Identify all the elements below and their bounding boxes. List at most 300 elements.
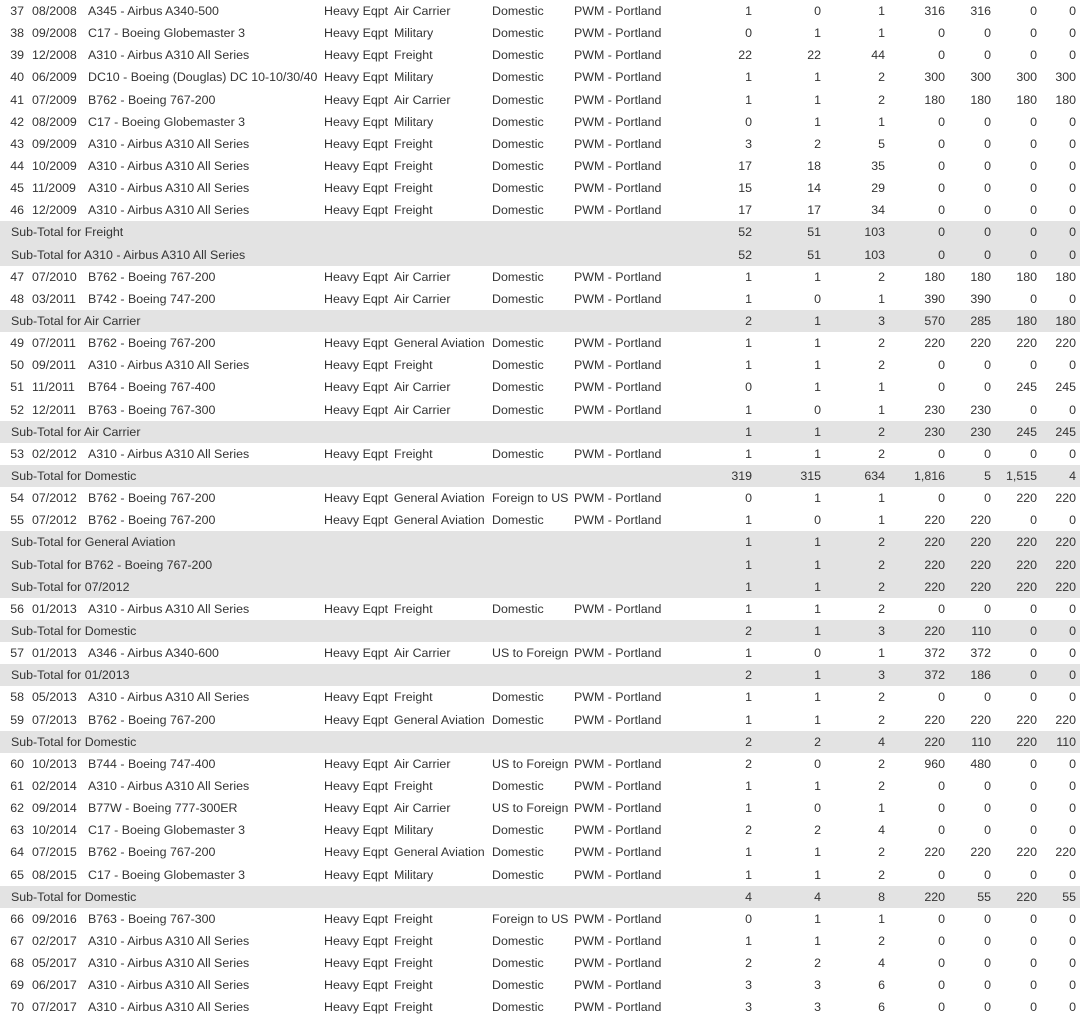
- user-class-cell: Freight: [394, 933, 433, 948]
- aircraft-model-cell: A345 - Airbus A340-500: [88, 4, 219, 19]
- value-cell: 0: [938, 380, 945, 395]
- table-row: [0, 509, 1080, 531]
- value-cell: 0: [984, 801, 991, 816]
- subtotal-value-cell: 245: [995, 421, 1041, 443]
- row-number-cell: 51: [10, 380, 24, 395]
- aircraft-model-cell: B762 - Boeing 767-200: [88, 336, 216, 351]
- equipment-cell: Heavy Eqpt: [324, 801, 389, 816]
- subtotal-value-cell: 634: [825, 465, 889, 487]
- row-number-cell: 38: [10, 26, 24, 41]
- table-row: [0, 952, 1080, 974]
- value-cell: 0: [1030, 1000, 1037, 1015]
- row-number-cell: 52: [10, 402, 24, 417]
- equipment-cell: Heavy Eqpt: [324, 291, 389, 306]
- value-cell: 0: [984, 867, 991, 882]
- subtotal-label: Sub-Total for Domestic: [0, 731, 664, 753]
- aircraft-model-cell: A310 - Airbus A310 All Series: [88, 601, 250, 616]
- spacer-cell: [664, 642, 704, 664]
- subtotal-value-cell: 1: [756, 576, 825, 598]
- value-cell: 2: [878, 446, 885, 461]
- equipment-cell: Heavy Eqpt: [324, 491, 389, 506]
- value-cell: 0: [814, 801, 821, 816]
- row-number-cell: 53: [10, 446, 24, 461]
- subtotal-row: [0, 620, 1080, 642]
- value-cell: 1: [814, 26, 821, 41]
- value-cell: 0: [1030, 646, 1037, 661]
- subtotal-value-cell: 0: [995, 221, 1041, 243]
- subtotal-row: [0, 531, 1080, 553]
- value-cell: 22: [807, 48, 821, 63]
- value-cell: 0: [1030, 756, 1037, 771]
- value-cell: 1: [745, 336, 752, 351]
- subtotal-value-cell: 0: [949, 244, 995, 266]
- value-cell: 0: [814, 646, 821, 661]
- spacer-cell: [664, 775, 704, 797]
- value-cell: 1: [745, 513, 752, 528]
- subtotal-value-cell: 0: [1041, 244, 1080, 266]
- airport-cell: PWM - Portland: [574, 845, 662, 860]
- user-class-cell: Freight: [394, 978, 433, 993]
- date-cell: 11/2011: [32, 380, 75, 395]
- value-cell: 220: [1016, 845, 1037, 860]
- table-row: [0, 686, 1080, 708]
- aircraft-model-cell: A346 - Airbus A340-600: [88, 646, 219, 661]
- subtotal-value-cell: 220: [995, 886, 1041, 908]
- value-cell: 2: [814, 956, 821, 971]
- value-cell: 0: [1069, 933, 1076, 948]
- spacer-cell: [664, 709, 704, 731]
- row-number-cell: 64: [10, 845, 24, 860]
- table-row: [0, 399, 1080, 421]
- subtotal-value-cell: 220: [889, 576, 949, 598]
- value-cell: 1: [814, 712, 821, 727]
- value-cell: 0: [1030, 48, 1037, 63]
- subtotal-value-cell: 570: [889, 310, 949, 332]
- flight-type-cell: Domestic: [492, 513, 544, 528]
- value-cell: 1: [745, 269, 752, 284]
- row-number-cell: 54: [10, 491, 24, 506]
- value-cell: 14: [807, 181, 821, 196]
- row-number-cell: 60: [10, 756, 24, 771]
- date-cell: 07/2012: [32, 513, 77, 528]
- value-cell: 1: [745, 92, 752, 107]
- user-class-cell: Air Carrier: [394, 291, 451, 306]
- row-number-cell: 69: [10, 978, 24, 993]
- aircraft-model-cell: C17 - Boeing Globemaster 3: [88, 26, 246, 41]
- spacer-cell: [664, 554, 704, 576]
- value-cell: 1: [745, 801, 752, 816]
- subtotal-label: Sub-Total for Air Carrier: [0, 421, 664, 443]
- row-number-cell: 56: [10, 601, 24, 616]
- spacer-cell: [664, 509, 704, 531]
- user-class-cell: Freight: [394, 203, 433, 218]
- value-cell: 0: [1069, 291, 1076, 306]
- spacer-cell: [664, 22, 704, 44]
- flight-type-cell: Domestic: [492, 933, 544, 948]
- subtotal-value-cell: 1: [756, 531, 825, 553]
- value-cell: 180: [1055, 92, 1076, 107]
- value-cell: 2: [878, 269, 885, 284]
- flight-type-cell: Foreign to US: [492, 491, 569, 506]
- subtotal-value-cell: 4: [1041, 465, 1080, 487]
- subtotal-value-cell: 2: [825, 531, 889, 553]
- value-cell: 0: [1030, 867, 1037, 882]
- flight-type-cell: Domestic: [492, 978, 544, 993]
- flight-type-cell: US to Foreign: [492, 756, 569, 771]
- subtotal-value-cell: 3: [825, 620, 889, 642]
- date-cell: 12/2009: [32, 203, 77, 218]
- value-cell: 1: [745, 778, 752, 793]
- user-class-cell: Freight: [394, 181, 433, 196]
- equipment-cell: Heavy Eqpt: [324, 1000, 389, 1015]
- equipment-cell: Heavy Eqpt: [324, 26, 389, 41]
- value-cell: 0: [1030, 114, 1037, 129]
- subtotal-value-cell: 1: [704, 576, 756, 598]
- user-class-cell: Air Carrier: [394, 269, 451, 284]
- date-cell: 09/2009: [32, 136, 77, 151]
- table-row: [0, 487, 1080, 509]
- value-cell: 1: [814, 911, 821, 926]
- subtotal-value-cell: 220: [889, 554, 949, 576]
- flight-type-cell: Domestic: [492, 269, 544, 284]
- value-cell: 220: [1055, 845, 1076, 860]
- date-cell: 03/2011: [32, 291, 76, 306]
- aircraft-model-cell: A310 - Airbus A310 All Series: [88, 358, 250, 373]
- value-cell: 0: [745, 911, 752, 926]
- flight-type-cell: Domestic: [492, 601, 544, 616]
- date-cell: 09/2011: [32, 358, 76, 373]
- date-cell: 02/2017: [32, 933, 77, 948]
- subtotal-value-cell: 110: [949, 731, 995, 753]
- spacer-cell: [664, 221, 704, 243]
- equipment-cell: Heavy Eqpt: [324, 136, 389, 151]
- date-cell: 06/2009: [32, 70, 77, 85]
- airport-cell: PWM - Portland: [574, 181, 662, 196]
- date-cell: 05/2017: [32, 956, 77, 971]
- value-cell: 1: [745, 446, 752, 461]
- subtotal-value-cell: 220: [1041, 554, 1080, 576]
- aircraft-model-cell: A310 - Airbus A310 All Series: [88, 181, 250, 196]
- user-class-cell: Air Carrier: [394, 4, 451, 19]
- value-cell: 0: [1069, 48, 1076, 63]
- subtotal-value-cell: 220: [995, 576, 1041, 598]
- user-class-cell: Air Carrier: [394, 380, 451, 395]
- equipment-cell: Heavy Eqpt: [324, 601, 389, 616]
- aircraft-model-cell: B762 - Boeing 767-200: [88, 513, 216, 528]
- aircraft-model-cell: A310 - Airbus A310 All Series: [88, 446, 250, 461]
- value-cell: 0: [984, 911, 991, 926]
- value-cell: 1: [745, 690, 752, 705]
- value-cell: 2: [814, 136, 821, 151]
- subtotal-value-cell: 1: [756, 664, 825, 686]
- value-cell: 220: [1016, 491, 1037, 506]
- value-cell: 0: [1030, 513, 1037, 528]
- table-row: [0, 598, 1080, 620]
- row-number-cell: 44: [10, 159, 24, 174]
- spacer-cell: [664, 354, 704, 376]
- value-cell: 1: [745, 291, 752, 306]
- value-cell: 0: [1030, 26, 1037, 41]
- value-cell: 180: [970, 269, 991, 284]
- value-cell: 0: [938, 136, 945, 151]
- value-cell: 0: [984, 933, 991, 948]
- value-cell: 0: [1030, 4, 1037, 19]
- subtotal-label: Sub-Total for 07/2012: [0, 576, 664, 598]
- equipment-cell: Heavy Eqpt: [324, 956, 389, 971]
- equipment-cell: Heavy Eqpt: [324, 114, 389, 129]
- value-cell: 0: [1069, 801, 1076, 816]
- subtotal-value-cell: 220: [889, 886, 949, 908]
- spacer-cell: [664, 133, 704, 155]
- row-number-cell: 63: [10, 823, 24, 838]
- flight-type-cell: Domestic: [492, 70, 544, 85]
- value-cell: 1: [745, 601, 752, 616]
- value-cell: 17: [807, 203, 821, 218]
- table-row: [0, 44, 1080, 66]
- spacer-cell: [664, 177, 704, 199]
- value-cell: 0: [938, 446, 945, 461]
- aircraft-model-cell: B763 - Boeing 767-300: [88, 402, 216, 417]
- equipment-cell: Heavy Eqpt: [324, 712, 389, 727]
- subtotal-value-cell: 1: [704, 554, 756, 576]
- user-class-cell: Freight: [394, 601, 433, 616]
- value-cell: 3: [814, 978, 821, 993]
- value-cell: 0: [1069, 114, 1076, 129]
- table-row: [0, 974, 1080, 996]
- subtotal-value-cell: 0: [949, 221, 995, 243]
- date-cell: 09/2016: [32, 911, 77, 926]
- value-cell: 0: [938, 978, 945, 993]
- date-cell: 12/2011: [32, 402, 76, 417]
- subtotal-row: [0, 310, 1080, 332]
- aircraft-model-cell: C17 - Boeing Globemaster 3: [88, 867, 246, 882]
- flight-type-cell: Domestic: [492, 159, 544, 174]
- table-row: [0, 863, 1080, 885]
- value-cell: 0: [1069, 823, 1076, 838]
- value-cell: 1: [745, 933, 752, 948]
- flight-type-cell: Domestic: [492, 402, 544, 417]
- flight-type-cell: Domestic: [492, 92, 544, 107]
- spacer-cell: [664, 598, 704, 620]
- date-cell: 01/2013: [32, 601, 77, 616]
- value-cell: 0: [984, 380, 991, 395]
- spacer-cell: [664, 952, 704, 974]
- spacer-cell: [664, 797, 704, 819]
- spacer-cell: [664, 111, 704, 133]
- flight-type-cell: Domestic: [492, 114, 544, 129]
- table-row: [0, 89, 1080, 111]
- value-cell: 1: [745, 646, 752, 661]
- value-cell: 300: [970, 70, 991, 85]
- subtotal-value-cell: 220: [949, 531, 995, 553]
- value-cell: 0: [938, 159, 945, 174]
- airport-cell: PWM - Portland: [574, 690, 662, 705]
- value-cell: 230: [924, 402, 945, 417]
- value-cell: 0: [1030, 291, 1037, 306]
- subtotal-value-cell: 51: [756, 244, 825, 266]
- user-class-cell: General Aviation: [394, 513, 485, 528]
- flight-type-cell: Domestic: [492, 358, 544, 373]
- flight-type-cell: Domestic: [492, 446, 544, 461]
- user-class-cell: Military: [394, 823, 434, 838]
- value-cell: 0: [938, 778, 945, 793]
- value-cell: 44: [871, 48, 885, 63]
- user-class-cell: Air Carrier: [394, 92, 451, 107]
- flight-type-cell: Domestic: [492, 867, 544, 882]
- date-cell: 01/2013: [32, 646, 77, 661]
- date-cell: 07/2013: [32, 712, 77, 727]
- user-class-cell: Freight: [394, 48, 433, 63]
- value-cell: 390: [970, 291, 991, 306]
- date-cell: 11/2009: [32, 181, 76, 196]
- value-cell: 0: [1030, 601, 1037, 616]
- table-row: [0, 996, 1080, 1018]
- value-cell: 1: [814, 845, 821, 860]
- value-cell: 2: [878, 690, 885, 705]
- subtotal-value-cell: 8: [825, 886, 889, 908]
- spacer-cell: [664, 576, 704, 598]
- aircraft-model-cell: B762 - Boeing 767-200: [88, 845, 216, 860]
- subtotal-value-cell: 0: [889, 244, 949, 266]
- subtotal-value-cell: 0: [1041, 221, 1080, 243]
- aircraft-model-cell: B744 - Boeing 747-400: [88, 756, 216, 771]
- table-row: [0, 22, 1080, 44]
- user-class-cell: Freight: [394, 358, 433, 373]
- value-cell: 372: [970, 646, 991, 661]
- row-number-cell: 39: [10, 48, 24, 63]
- row-number-cell: 47: [10, 269, 24, 284]
- subtotal-value-cell: 2: [825, 554, 889, 576]
- subtotal-value-cell: 52: [704, 221, 756, 243]
- value-cell: 480: [970, 756, 991, 771]
- subtotal-value-cell: 186: [949, 664, 995, 686]
- spacer-cell: [664, 487, 704, 509]
- spacer-cell: [664, 443, 704, 465]
- table-row: [0, 266, 1080, 288]
- subtotal-value-cell: 1,816: [889, 465, 949, 487]
- value-cell: 15: [738, 181, 752, 196]
- equipment-cell: Heavy Eqpt: [324, 159, 389, 174]
- value-cell: 2: [745, 756, 752, 771]
- value-cell: 0: [745, 26, 752, 41]
- value-cell: 390: [924, 291, 945, 306]
- spacer-cell: [664, 664, 704, 686]
- flight-type-cell: Domestic: [492, 136, 544, 151]
- flight-type-cell: Domestic: [492, 380, 544, 395]
- value-cell: 0: [938, 911, 945, 926]
- aircraft-model-cell: A310 - Airbus A310 All Series: [88, 203, 250, 218]
- airport-cell: PWM - Portland: [574, 491, 662, 506]
- user-class-cell: Military: [394, 867, 434, 882]
- subtotal-value-cell: 220: [995, 531, 1041, 553]
- airport-cell: PWM - Portland: [574, 159, 662, 174]
- value-cell: 0: [1069, 756, 1076, 771]
- value-cell: 0: [984, 26, 991, 41]
- aircraft-model-cell: A310 - Airbus A310 All Series: [88, 978, 250, 993]
- equipment-cell: Heavy Eqpt: [324, 933, 389, 948]
- value-cell: 0: [1030, 203, 1037, 218]
- subtotal-value-cell: 4: [756, 886, 825, 908]
- subtotal-value-cell: 230: [889, 421, 949, 443]
- spacer-cell: [664, 686, 704, 708]
- subtotal-row: [0, 554, 1080, 576]
- equipment-cell: Heavy Eqpt: [324, 756, 389, 771]
- value-cell: 0: [984, 978, 991, 993]
- table-row: [0, 930, 1080, 952]
- row-number-cell: 41: [10, 92, 24, 107]
- subtotal-value-cell: 110: [949, 620, 995, 642]
- date-cell: 05/2013: [32, 690, 77, 705]
- subtotal-value-cell: 2: [756, 731, 825, 753]
- subtotal-label: Sub-Total for Freight: [0, 221, 664, 243]
- spacer-cell: [664, 465, 704, 487]
- date-cell: 07/2015: [32, 845, 77, 860]
- table-row: [0, 133, 1080, 155]
- subtotal-value-cell: 55: [949, 886, 995, 908]
- value-cell: 245: [1055, 380, 1076, 395]
- equipment-cell: Heavy Eqpt: [324, 823, 389, 838]
- value-cell: 2: [878, 867, 885, 882]
- table-row: [0, 332, 1080, 354]
- equipment-cell: Heavy Eqpt: [324, 70, 389, 85]
- subtotal-value-cell: 319: [704, 465, 756, 487]
- date-cell: 08/2008: [32, 4, 77, 19]
- value-cell: 0: [1030, 690, 1037, 705]
- flight-type-cell: Domestic: [492, 823, 544, 838]
- aircraft-model-cell: A310 - Airbus A310 All Series: [88, 690, 250, 705]
- value-cell: 0: [984, 956, 991, 971]
- airport-cell: PWM - Portland: [574, 933, 662, 948]
- row-number-cell: 45: [10, 181, 24, 196]
- value-cell: 220: [924, 513, 945, 528]
- subtotal-value-cell: 2: [704, 731, 756, 753]
- equipment-cell: Heavy Eqpt: [324, 181, 389, 196]
- airport-cell: PWM - Portland: [574, 867, 662, 882]
- date-cell: 10/2014: [32, 823, 77, 838]
- airport-cell: PWM - Portland: [574, 756, 662, 771]
- value-cell: 0: [1030, 911, 1037, 926]
- equipment-cell: Heavy Eqpt: [324, 92, 389, 107]
- spacer-cell: [664, 620, 704, 642]
- value-cell: 0: [1069, 867, 1076, 882]
- value-cell: 0: [938, 933, 945, 948]
- date-cell: 07/2011: [32, 336, 76, 351]
- value-cell: 0: [984, 358, 991, 373]
- table-row: [0, 775, 1080, 797]
- value-cell: 0: [745, 380, 752, 395]
- subtotal-value-cell: 2: [704, 664, 756, 686]
- aircraft-model-cell: A310 - Airbus A310 All Series: [88, 933, 250, 948]
- aircraft-model-cell: A310 - Airbus A310 All Series: [88, 136, 250, 151]
- value-cell: 180: [1016, 269, 1037, 284]
- value-cell: 0: [938, 491, 945, 506]
- airport-cell: PWM - Portland: [574, 92, 662, 107]
- subtotal-label: Sub-Total for A310 - Airbus A310 All Series: [0, 244, 664, 266]
- row-number-cell: 42: [10, 114, 24, 129]
- aircraft-model-cell: B742 - Boeing 747-200: [88, 291, 216, 306]
- spacer-cell: [664, 44, 704, 66]
- value-cell: 0: [1069, 136, 1076, 151]
- subtotal-value-cell: 1: [756, 620, 825, 642]
- value-cell: 0: [1069, 513, 1076, 528]
- value-cell: 0: [1069, 181, 1076, 196]
- user-class-cell: Freight: [394, 136, 433, 151]
- subtotal-value-cell: 0: [1041, 664, 1080, 686]
- equipment-cell: Heavy Eqpt: [324, 690, 389, 705]
- spacer-cell: [664, 863, 704, 885]
- table-row: [0, 199, 1080, 221]
- spacer-cell: [664, 199, 704, 221]
